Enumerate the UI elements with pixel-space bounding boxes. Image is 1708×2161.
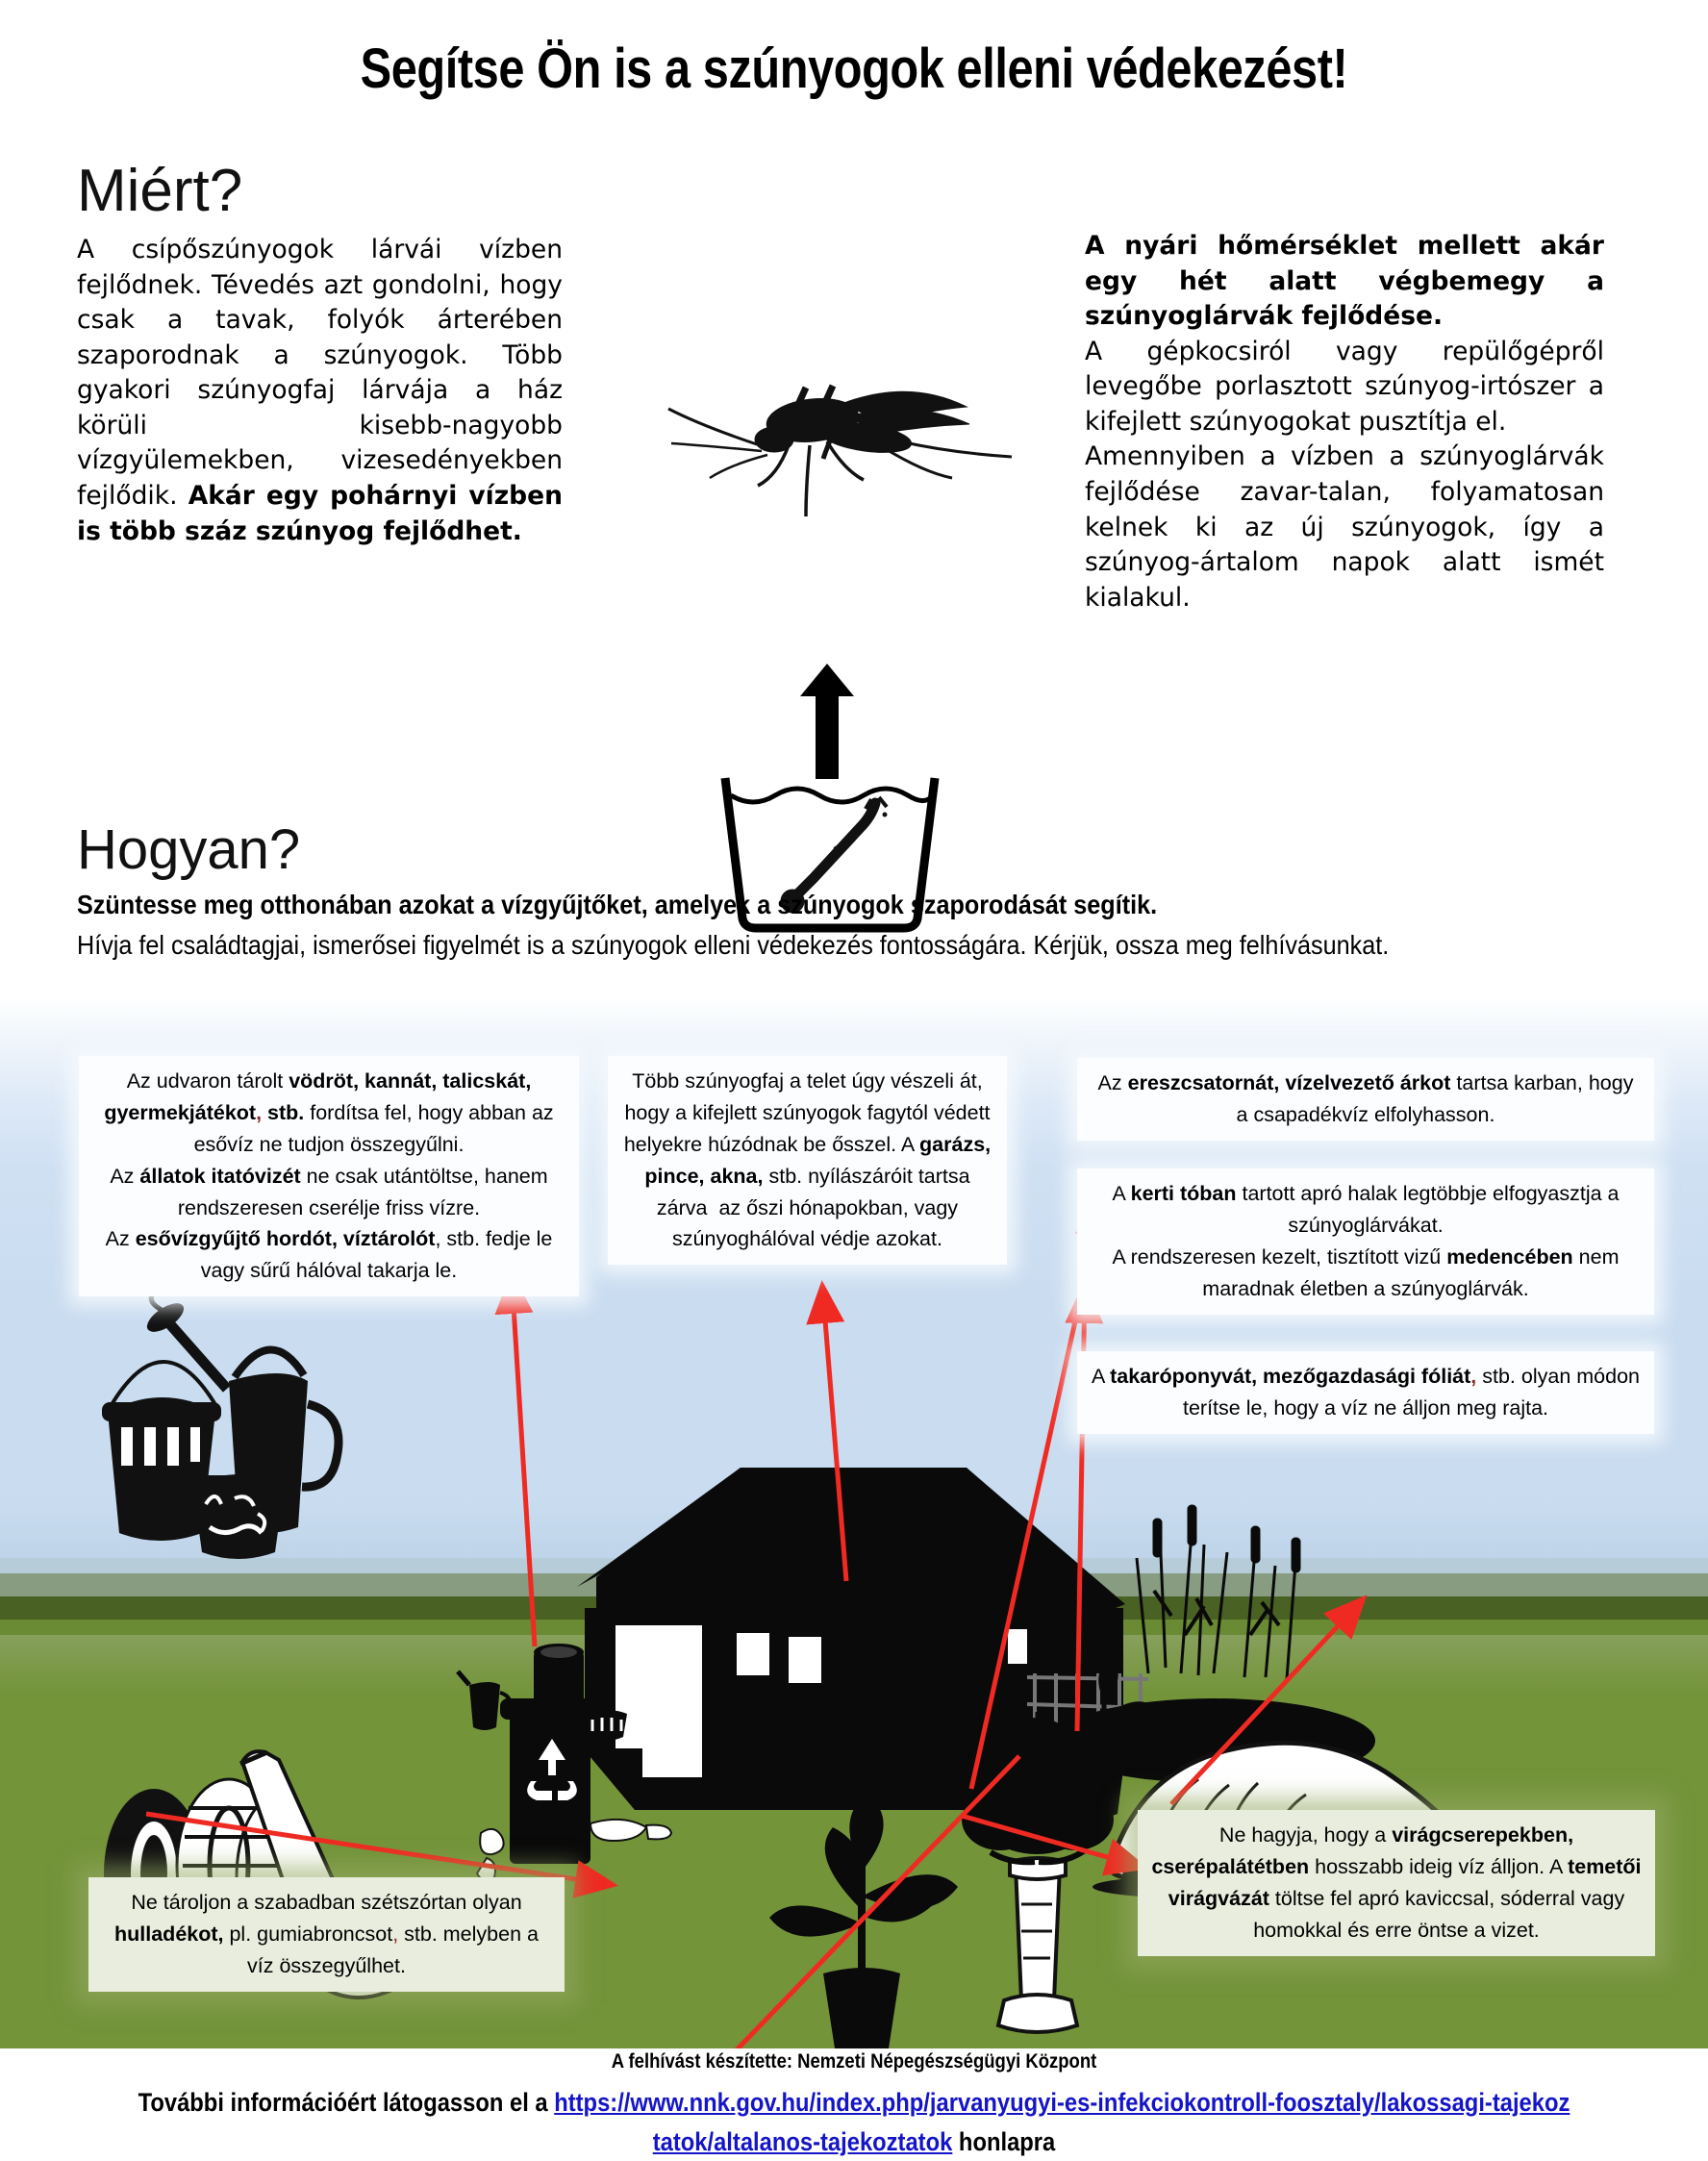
callout-garden-pond: A kerti tóban tartott apró halak legtöbbje elfogyasztja a szúnyoglárvákat. A rendszeresen kezelt, tisztított vizű medencében nem maradnak életben a szúnyoglárvák. [1077,1168,1654,1315]
footer [0,2050,1708,2161]
upward-arrow-icon [800,664,854,779]
right-paragraph-1: A gépkocsiról vagy repülőgépről levegőbe porlasztott szúnyog-irtószer a kifejlett szúnyogokat pusztítja el. [1085,336,1604,437]
footer-info-prefix: További információért látogasson el a [138,2088,555,2117]
basin-icon [188,1474,289,1559]
mosquito-icon [635,370,1019,563]
why-heading: Miért? [77,158,243,224]
window-icon [1008,1629,1027,1664]
callout-yard-containers: Az udvaron tárolt vödröt, kannát, talicskát, gyermekjátékot, stb. fordítsa fel, hogy abban az esővíz ne tudjon összegyűlni. Az állatok itatóvizét ne csak utántöltse, hanem rendszeresen cserélje friss vízre. Az esővízgyűjtő hordót, víztárolót, stb. fedje le vagy sűrű hálóval takarja le. [79,1056,579,1296]
page-title: Segítse Ön is a szúnyogok elleni védekezést! [360,38,1348,100]
chimney-icon [777,1539,794,1581]
footer-credit: A felhívást készítette: Nemzeti Népegészségügyi Központ [611,2050,1097,2073]
window-icon [737,1633,769,1675]
footer-info-suffix: honlapra [952,2126,1056,2156]
why-paragraph-bold: Akár egy pohárnyi vízben is több száz szúnyog fejlődhet. [77,480,563,546]
how-section [77,818,1654,966]
how-lead: Szüntesse meg otthonában azokat a vízgyűjtőket, amelyek a szúnyogok szaporodását segítik. [77,890,1158,919]
footer-info [103,2083,1606,2161]
top-section [0,154,1708,817]
potted-plant-icon [769,1795,958,2048]
right-info-column [1085,229,1604,616]
callout-waste: Ne tároljon a szabadban szétszórtan olyan hulladékot, pl. gumiabroncsot, stb. melyben a víz összegyűlhet. [88,1877,565,1992]
how-sub: Hívja fel családtagjai, ismerősei figyelmét is a szúnyogok elleni védekezés fontosságára. Kérjük, ossza meg felhívásunkat. [77,929,1390,960]
callout-gutter: Az ereszcsatornát, vízelvezető árkot tartsa karban, hogy a csapadékvíz elfolyhasson. [1077,1058,1654,1141]
how-heading: Hogyan? [77,818,301,881]
why-paragraph-text: A csípőszúnyogok lárvái vízben fejlődnek. Tévedés azt gondolni, hogy csak a tavak, folyók árterében szaporodnak a szúnyogok. Több gyakori szúnyogfaj lárvája a ház körüli kisebb-nagyobb vízgyülemekben, vizesedényekben fejlődik. [77,235,563,511]
why-paragraph [77,233,563,549]
callout-flowerpots: Ne hagyja, hogy a virágcserepekben, cserépalátétben hosszabb ideig víz álljon. A temetői virágvázát töltse fel apró kaviccsal, sóderral vagy homokkal és erre öntse a vizet. [1138,1810,1655,1956]
recycling-bin-icon [500,1698,600,1864]
callout-overwintering: Több szúnyogfaj a telet úgy vészeli át, hogy a kifejlett szúnyogok fagytól védett helyekre húzódnak be ősszel. A garázs, pince, akna, stb. nyílászáróit tartsa zárva az őszi hónapokban, vagy szúnyoghálóval védje azokat. [608,1056,1007,1265]
reeds-icon [1137,1506,1299,1679]
right-paragraph-2: Amennyiben a vízben a szúnyoglárvák fejlődése zavar-talan, folyamatosan kelnek ki az új szúnyogok, így a szúnyog-ártalom napok alatt ismét kialakul. [1085,441,1604,613]
callout-tarpaulin: A takaróponyvát, mezőgazdasági fóliát, stb. olyan módon terítse le, hogy a víz ne álljon meg rajta. [1077,1351,1654,1434]
window-icon [789,1637,821,1683]
right-lead [1085,229,1604,335]
arrow-to-box1 [512,1275,535,1646]
why-column [77,158,563,549]
footer-url-link[interactable]: https://www.nnk.gov.hu/index.php/jarvanyugyi-es-infekciokontroll-foosztaly/lakossagi-tajekoztatok/altalanos-tajekoztatok [554,2088,1570,2156]
right-lead-bold: A nyári hőmérséklet mellett akár egy hét alatt végbemegy a szúnyoglárvák fejlődése. [1085,231,1604,332]
